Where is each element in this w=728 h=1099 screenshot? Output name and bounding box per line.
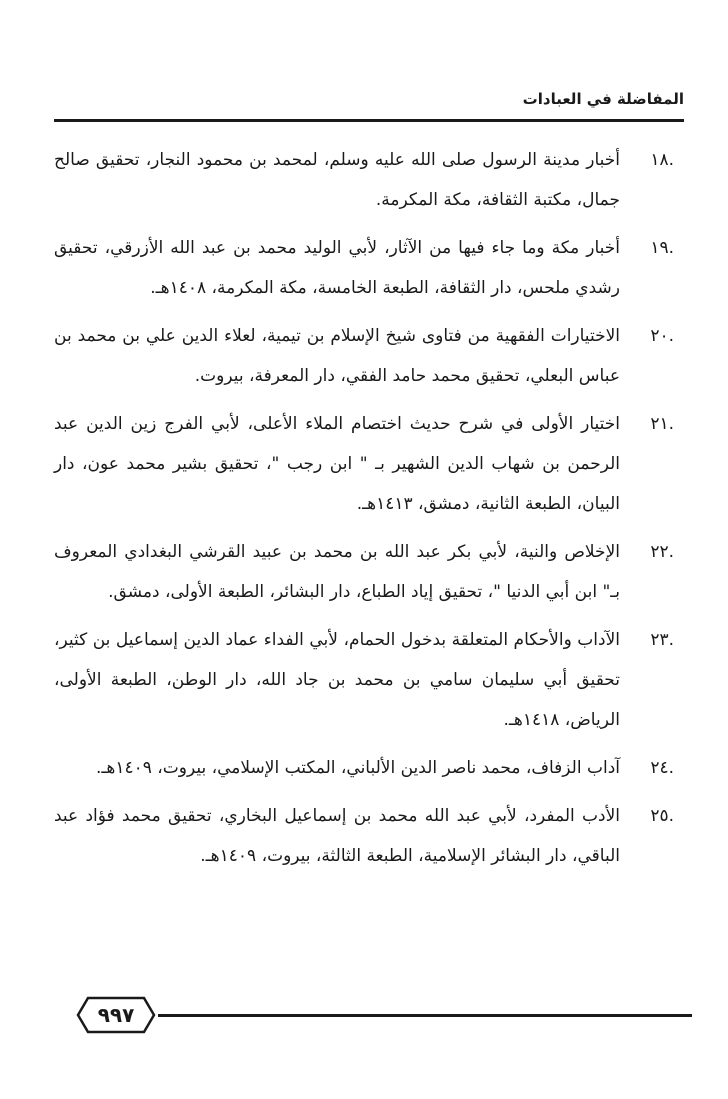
bibliography-list: [54, 140, 674, 884]
entry-text: الاختيارات الفقهية من فتاوى شيخ الإسلام بن تيمية، لعلاء الدين علي بن محمد بن عباس البعلي، تحقيق محمد حامد الفقي، دار المعرفة، بيروت.: [54, 326, 620, 386]
header-rule: [54, 119, 684, 122]
bibliography-entry: [54, 796, 674, 876]
entry-number: .٢٥: [650, 806, 674, 826]
bibliography-entry: [54, 316, 674, 396]
entry-number: .١٩: [650, 238, 674, 258]
entry-number: .١٨: [650, 150, 674, 170]
page-number-badge: [76, 996, 156, 1034]
entry-text: آداب الزفاف، محمد ناصر الدين الألباني، المكتب الإسلامي، بيروت، ١٤٠٩هـ.: [95, 758, 620, 778]
bibliography-entry: [54, 140, 674, 220]
page-number: ٩٩٧: [97, 1003, 135, 1027]
entry-text: الأدب المفرد، لأبي عبد الله محمد بن إسماعيل البخاري، تحقيق محمد فؤاد عبد الباقي، دار البشائر الإسلامية، الطبعة الثالثة، بيروت، ١٤٠٩هـ.: [54, 806, 620, 866]
page-header: [54, 88, 684, 124]
entry-text: اختيار الأولى في شرح حديث اختصام الملاء الأعلى، لأبي الفرج زين الدين عبد الرحمن بن شهاب الدين الشهير بـ " ابن رجب "، تحقيق بشير محمد عون، دار البيان، الطبعة الثانية، دمشق، ١٤١٣هـ.: [54, 414, 620, 514]
entry-number: .٢٢: [650, 542, 674, 562]
entry-number: .٢٣: [650, 630, 674, 650]
entry-text: الآداب والأحكام المتعلقة بدخول الحمام، لأبي الفداء عماد الدين إسماعيل بن كثير، تحقيق أبي سليمان سامي بن محمد بن جاد الله، دار الوطن، الطبعة الأولى، الرياض، ١٤١٨هـ.: [54, 630, 620, 730]
running-header-title: المفاضلة في العبادات: [522, 90, 684, 108]
footer-rule: [158, 1014, 692, 1017]
bibliography-entry: [54, 620, 674, 740]
entry-text: أخبار مدينة الرسول صلى الله عليه وسلم، لمحمد بن محمود النجار، تحقيق صالح جمال، مكتبة الثقافة، مكة المكرمة.: [54, 150, 620, 210]
entry-text: الإخلاص والنية، لأبي بكر عبد الله بن محمد بن عبيد القرشي البغدادي المعروف بـ" ابن أبي الدنيا "، تحقيق إياد الطباع، دار البشائر، الطبعة الأولى، دمشق.: [54, 542, 620, 602]
bibliography-entry: [54, 228, 674, 308]
bibliography-entry: [54, 748, 674, 788]
page-footer: [76, 990, 692, 1030]
entry-number: .٢٤: [650, 758, 674, 778]
entry-number: .٢١: [650, 414, 674, 434]
bibliography-entry: [54, 404, 674, 524]
entry-number: .٢٠: [650, 326, 674, 346]
entry-text: أخبار مكة وما جاء فيها من الآثار، لأبي الوليد محمد بن عبد الله الأزرقي، تحقيق رشدي ملحس، دار الثقافة، الطبعة الخامسة، مكة المكرمة، ١٤٠٨هـ.: [54, 238, 620, 298]
bibliography-entry: [54, 532, 674, 612]
